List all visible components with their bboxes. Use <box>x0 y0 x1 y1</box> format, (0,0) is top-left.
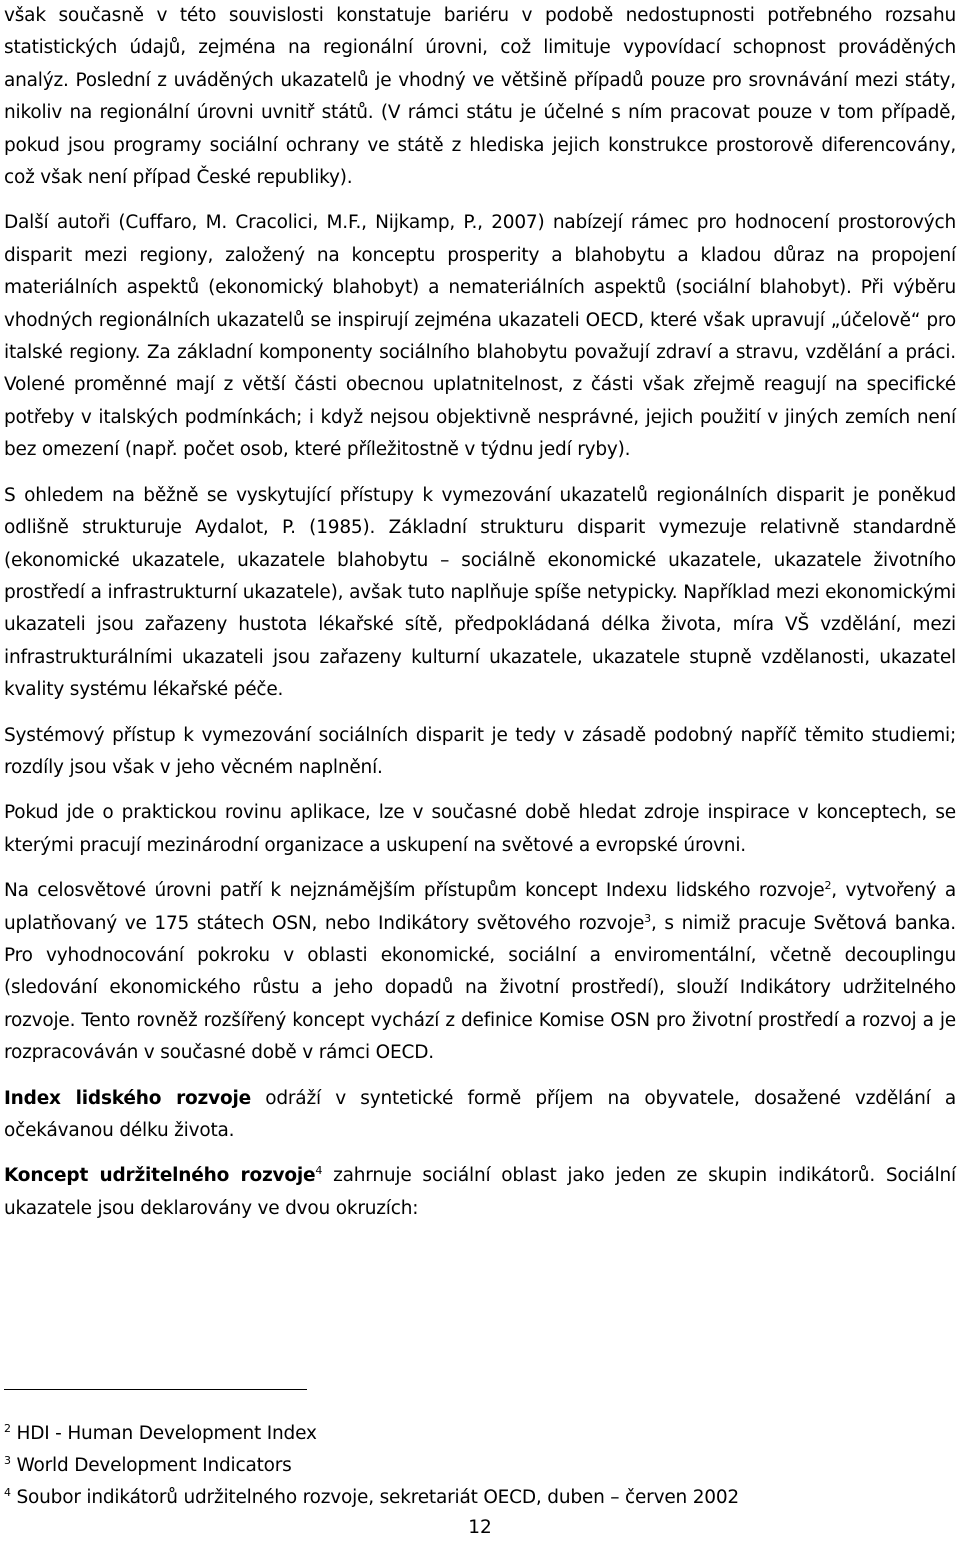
footnote-ref-3: 3 <box>644 911 651 925</box>
footnote-text-2: HDI - Human Development Index <box>10 1423 317 1444</box>
footnote-ref-2: 2 <box>824 879 832 892</box>
footnote-ref-4: 4 <box>315 1164 323 1178</box>
term-sustainable-development: Koncept udržitelného rozvoje <box>4 1165 316 1187</box>
paragraph-7-text: odráží v syntetické formě příjem na obyvatele, dosažené vzdělání a očekávanou délku života. <box>4 1087 956 1141</box>
paragraph-7 <box>4 1083 956 1148</box>
footnote-2 <box>4 1418 944 1450</box>
paragraph-6-text-1: Na celosvětové úrovni patří k nejznámějším přístupům koncept Indexu lidského rozvoje <box>4 880 825 902</box>
footnote-mark-2: 2 <box>4 1421 11 1435</box>
footnotes <box>4 1418 944 1514</box>
document-body <box>4 0 956 1238</box>
paragraph-6-text-2: , vytvořený a uplatňovaný ve 175 státech OSN, nebo Indikátory světového rozvoje <box>4 880 956 934</box>
paragraph-8 <box>4 1160 956 1225</box>
paragraph-6 <box>4 875 956 1069</box>
paragraph-5: Pokud jde o praktickou rovinu aplikace, lze v současné době hledat zdroje inspirace v konceptech, se kterými pracují mezinárodní organizace a uskupení na světové a evropské úrovni. <box>4 802 956 856</box>
footnote-mark-3: 3 <box>4 1453 11 1467</box>
term-hdi: Index lidského rozvoje <box>4 1087 251 1109</box>
footnote-mark-4: 4 <box>4 1485 11 1499</box>
footnote-3 <box>4 1450 944 1482</box>
paragraph-6-text-3: , s nimiž pracuje Světová banka. Pro vyhodnocování pokroku v oblasti ekonomické, sociální a enviromentální, včetně decouplingu (sledování ekonomického růstu a jeho dopadů na životní prostředí), slouží Indikátory udržitelného rozvoje. Tento rovněž rozšířený koncept vychází z definice Komise OSN pro životní prostředí a rozvoj a je rozpracováván v současné době v rámci OECD. <box>4 912 956 1064</box>
footnote-4 <box>4 1482 944 1514</box>
footnote-text-3: World Development Indicators <box>10 1455 292 1476</box>
page-number: 12 <box>468 1517 492 1538</box>
paragraph-2: Další autoři (Cuffaro, M. Cracolici, M.F., Nijkamp, P., 2007) nabízejí rámec pro hodnocení prostorových disparit mezi regiony, založený na konceptu prosperity a blahobytu a kladou důraz na propojení materiálních aspektů (ekonomický blahobyt) a nemateriálních aspektů (sociální blahobyt). Při výběru vhodných regionálních ukazatelů se inspirují zejména ukazateli OECD, které však upravují „účelově“ pro italské regiony. Za základní komponenty sociálního blahobytu považují zdraví a stravu, vzdělání a práci. Volené proměnné mají z větší části obecnou uplatnitelnost, z části však zřejmě reagují na specifické potřeby v italských podmínkách; i když nejsou objektivně nesprávné, jejich použití v jiných zemích není bez omezení (např. počet osob, které příležitostně v týdnu jedí ryby). <box>4 212 956 461</box>
paragraph-4: Systémový přístup k vymezování sociálních disparit je tedy v zásadě podobný napříč těmito studiemi; rozdíly jsou však v jeho věcném naplnění. <box>4 724 956 778</box>
paragraph-1: však současně v této souvislosti konstatuje bariéru v podobě nedostupnosti potřebného rozsahu statistických údajů, zejména na regionální úrovni, což limituje vypovídací schopnost prováděných analýz. Poslední z uváděných ukazatelů je vhodný ve většině případů pouze pro srovnávání mezi státy, nikoliv na regionální úrovni uvnitř států. (V rámci státu je účelné s ním pracovat pouze v tom případě, pokud jsou programy sociální ochrany ve státě z hlediska jejich konstrukce prostorově diferencovány, což však není případ České republiky). <box>4 5 956 189</box>
footnote-separator <box>4 1389 307 1390</box>
footnote-text-4: Soubor indikátorů udržitelného rozvoje, sekretariát OECD, duben – červen 2002 <box>10 1487 739 1508</box>
paragraph-3: S ohledem na běžně se vyskytující přístupy k vymezování ukazatelů regionálních disparit je poněkud odlišně strukturuje Aydalot, P. (1985). Základní strukturu disparit vymezuje relativně standardně (ekonomické ukazatele, ukazatele blahobytu – sociálně ekonomické ukazatele, ukazatele životního prostředí a infrastrukturní ukazatele), avšak tuto naplňuje spíše netypicky. Například mezi ekonomickými ukazateli jsou zařazeny hustota lékařské sítě, předpokládaná délka života, míra VŠ vzdělání, mezi infrastrukturálními ukazateli jsou zařazeny kulturní ukazatele, ukazatele stupně vzdělanosti, ukazatel kvality systému lékařské péče. <box>4 484 956 701</box>
paragraph-8-text: zahrnuje sociální oblast jako jeden ze skupin indikátorů. Sociální ukazatele jsou deklarovány ve dvou okruzích: <box>4 1165 956 1219</box>
